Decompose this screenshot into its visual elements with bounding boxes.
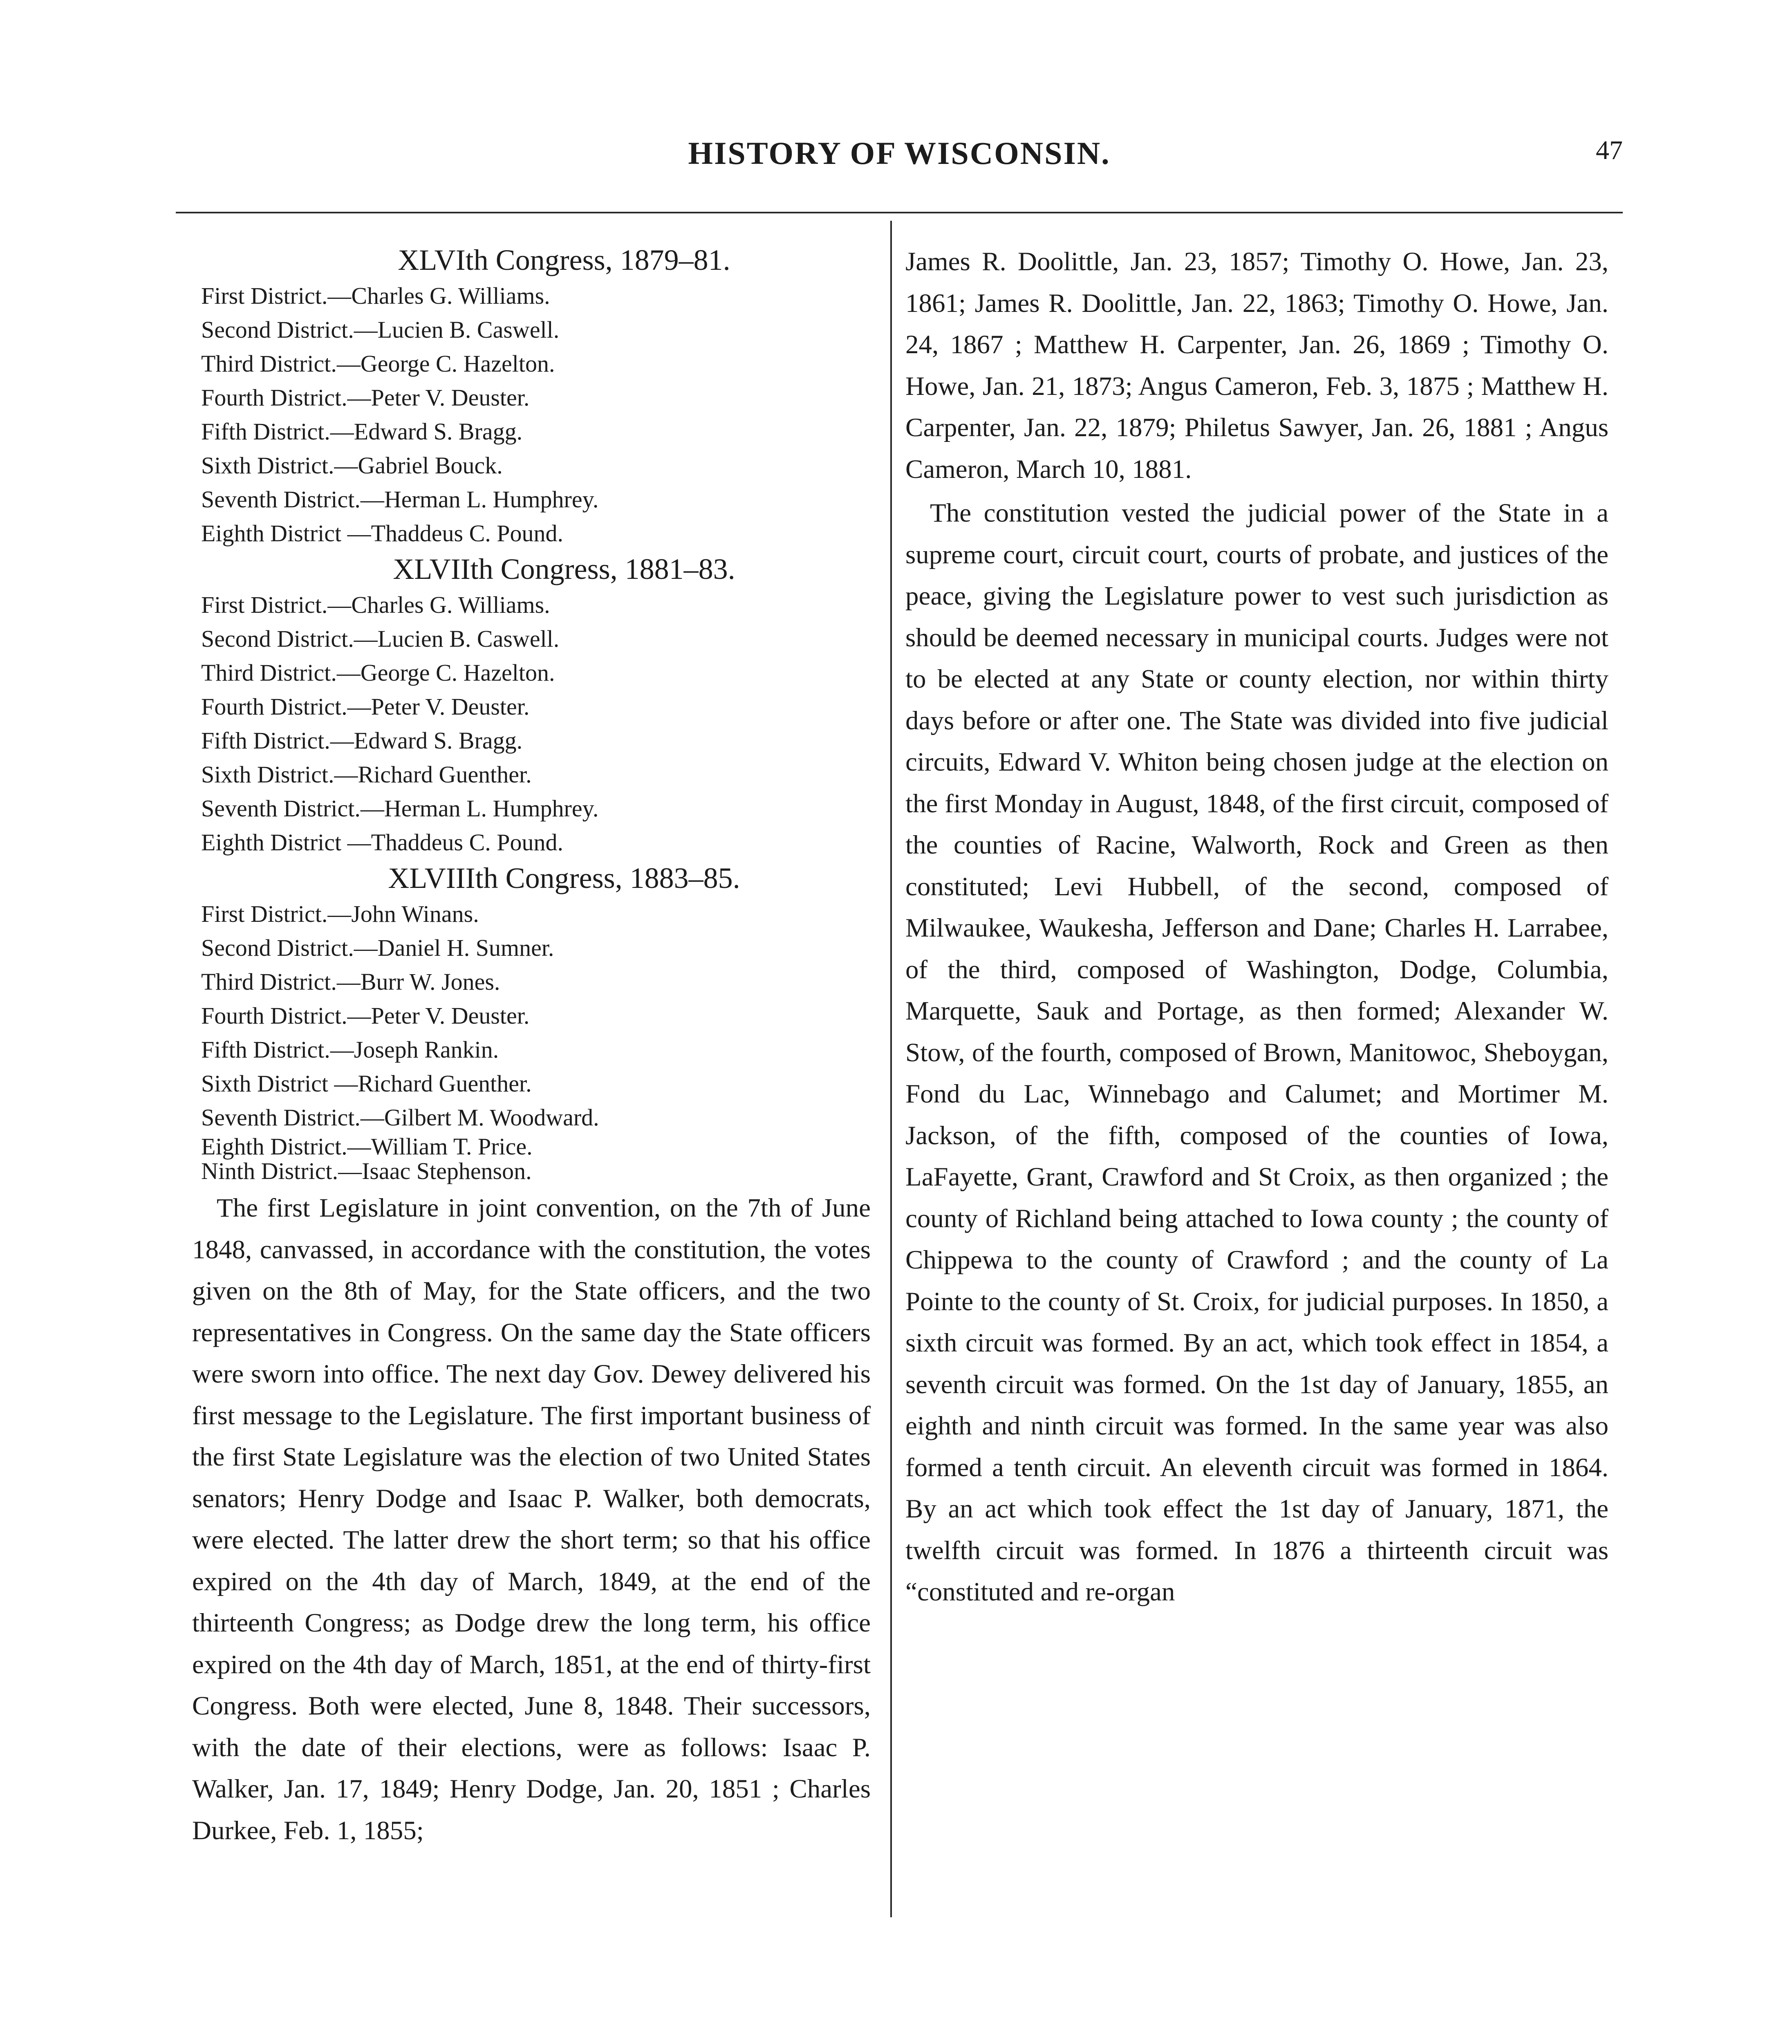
district-entry: Seventh District.—Gilbert M. Woodward. xyxy=(201,1104,599,1131)
congress-47-section xyxy=(192,550,871,859)
header-rule xyxy=(176,212,1623,213)
district-entry: Third District.—Burr W. Jones. xyxy=(201,968,500,995)
district-entry: Fifth District.—Edward S. Bragg. xyxy=(201,418,523,445)
page-number: 47 xyxy=(1596,135,1623,165)
district-entry: Sixth District —Richard Guenther. xyxy=(201,1070,532,1097)
right-column xyxy=(905,241,1608,1613)
district-entry: Fifth District.—Joseph Rankin. xyxy=(201,1036,499,1063)
district-entry: First District.—John Winans. xyxy=(201,901,479,927)
district-entry: Fourth District.—Peter V. Deuster. xyxy=(201,1002,530,1029)
district-entry: Seventh District.—Herman L. Humphrey. xyxy=(201,486,599,513)
district-entry: Fourth District.—Peter V. Deuster. xyxy=(201,384,530,411)
district-entry: First District.—Charles G. Williams. xyxy=(201,282,550,309)
congress-46-section xyxy=(192,241,871,550)
district-entry: Fourth District.—Peter V. Deuster. xyxy=(201,693,530,720)
congress-48-section xyxy=(192,859,871,1183)
district-entry: Ninth District.—Isaac Stephenson. xyxy=(201,1158,532,1184)
district-list xyxy=(192,279,871,550)
congress-heading: XLVIth Congress, 1879–81. xyxy=(398,244,730,276)
district-entry: Sixth District.—Gabriel Bouck. xyxy=(201,452,503,479)
district-entry: Seventh District.—Herman L. Humphrey. xyxy=(201,795,599,822)
district-entry: Sixth District.—Richard Guenther. xyxy=(201,761,532,788)
column-divider xyxy=(890,221,892,1917)
district-entry: Third District.—George C. Hazelton. xyxy=(201,350,555,377)
left-column xyxy=(192,241,871,1851)
legislature-paragraph: The first Legislature in joint convention, on the 7th of June 1848, canvassed, in accordance with the constitution, the votes given on the 8th of May, for the State officers, and the two representatives in Congress. On the same day the State officers were sworn into office. The next day Gov. Dewey delivered his first message to the Legislature. The first important business of the first State Legislature was the election of two United States senators; Henry Dodge and Isaac P. Walker, both democrats, were elected. The latter drew the short term; so that his office expired on the 4th day of March, 1849, at the end of the thirteenth Congress; as Dodge drew the long term, his office expired on the 4th day of March, 1851, at the end of thirty-first Congress. Both were elected, June 8, 1848. Their successors, with the date of their elections, were as follows: Isaac P. Walker, Jan. 17, 1849; Henry Dodge, Jan. 20, 1851 ; Charles Durkee, Feb. 1, 1855; xyxy=(192,1193,871,1845)
senators-paragraph: James R. Doolittle, Jan. 23, 1857; Timothy O. Howe, Jan. 23, 1861; James R. Doolittle, Jan. 22, 1863; Timothy O. Howe, Jan. 24, 1867 ; Matthew H. Carpenter, Jan. 26, 1869 ; Timothy O. Howe, Jan. 21, 1873; Angus Cameron, Feb. 3, 1875 ; Matthew H. Carpenter, Jan. 22, 1879; Philetus Sawyer, Jan. 26, 1881 ; Angus Cameron, March 10, 1881. xyxy=(905,247,1608,484)
congress-heading: XLVIIth Congress, 1881–83. xyxy=(393,553,735,585)
district-entry: Second District.—Daniel H. Sumner. xyxy=(201,935,554,961)
district-entry: Fifth District.—Edward S. Bragg. xyxy=(201,727,523,754)
district-entry: Third District.—George C. Hazelton. xyxy=(201,659,555,686)
running-title: HISTORY OF WISCONSIN. xyxy=(688,135,1111,171)
district-entry: Eighth District —Thaddeus C. Pound. xyxy=(201,520,564,547)
district-entry: First District.—Charles G. Williams. xyxy=(201,592,550,618)
district-entry: Eighth District —Thaddeus C. Pound. xyxy=(201,829,564,856)
congress-heading: XLVIIIth Congress, 1883–85. xyxy=(388,862,740,894)
district-list xyxy=(192,897,871,1183)
district-entry: Second District.—Lucien B. Caswell. xyxy=(201,625,560,652)
district-list xyxy=(192,588,871,859)
district-entry: Second District.—Lucien B. Caswell. xyxy=(201,316,560,343)
judiciary-paragraph: The constitution vested the judicial power of the State in a supreme court, circuit court, courts of probate, and justices of the peace, giving the Legislature power to vest such jurisdiction as should be deemed necessary in municipal courts. Judges were not to be elected at any State or county election, nor within thirty days before or after one. The State was divided into five judicial circuits, Edward V. Whiton being chosen judge at the election on the first Monday in August, 1848, of the first circuit, composed of the counties of Racine, Walworth, Rock and Green as then constituted; Levi Hubbell, of the second, composed of Milwaukee, Waukesha, Jefferson and Dane; Charles H. Larrabee, of the third, composed of Washington, Dodge, Columbia, Marquette, Sauk and Portage, as then formed; Alexander W. Stow, of the fourth, composed of Brown, Manitowoc, Sheboygan, Fond du Lac, Winnebago and Calumet; and Mortimer M. Jackson, of the fifth, composed of the counties of Iowa, LaFayette, Grant, Crawford and St Croix, as then organized ; the county of Richland being attached to Iowa county ; the county of Chippewa to the county of Crawford ; and the county of La Pointe to the county of St. Croix, for judicial purposes. In 1850, a sixth circuit was formed. By an act, which took effect in 1854, a seventh circuit was formed. On the 1st day of January, 1855, an eighth and ninth circuit was formed. In the same year was also formed a tenth circuit. An eleventh circuit was formed in 1864. By an act which took effect the 1st day of January, 1871, the twelfth circuit was formed. In 1876 a thirteenth circuit was “constituted and re-organ xyxy=(905,498,1608,1607)
district-entry: Eighth District.—William T. Price. xyxy=(201,1133,533,1160)
